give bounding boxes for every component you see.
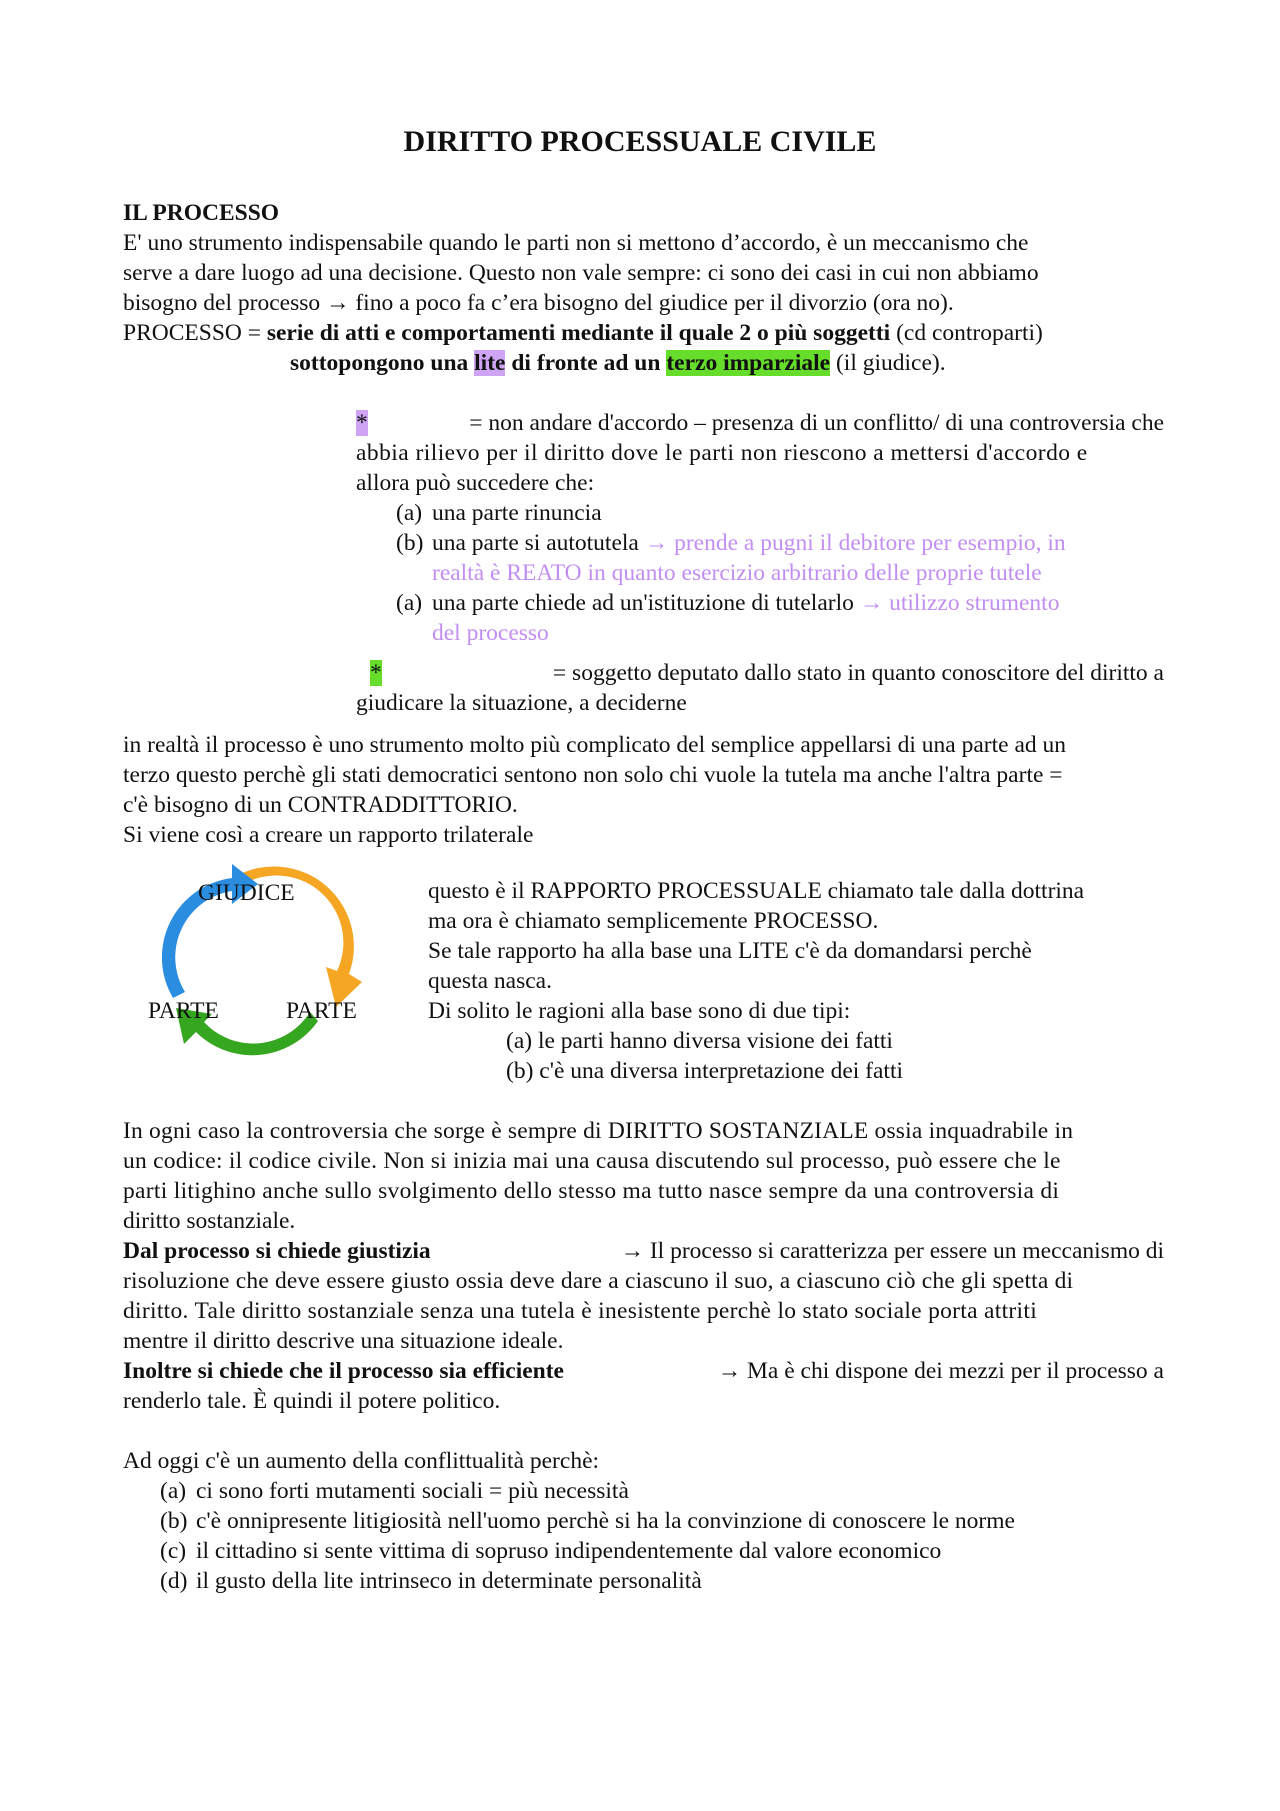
conflict-item: [160, 1536, 941, 1566]
item-number: (b): [160, 1508, 188, 1534]
conflict-item: [160, 1506, 1015, 1536]
note1-line: allora può succedere che:: [356, 470, 595, 496]
highlight-terzo-imparziale: terzo imparziale: [666, 350, 831, 376]
side-text-line: ma ora è chiamato semplicemente PROCESSO.: [428, 908, 879, 934]
definition-bold: sottopongono una: [290, 350, 475, 376]
intro-line: E' uno strumento indispensabile quando le parti non si mettono d’accordo, è un meccanismo che: [123, 230, 1029, 256]
note2-text: = soggetto deputato dallo stato in quanto conoscitore del diritto a: [547, 660, 1164, 686]
note1-item: [396, 588, 1059, 618]
paragraph-line: renderlo tale. È quindi il potere politico.: [123, 1388, 501, 1414]
paragraph-line: diritto. Tale diritto sostanziale senza una tutela è inesistente perchè lo stato sociale porta attriti: [123, 1298, 1038, 1324]
giustizia-rest: → Il processo si caratterizza per essere un meccanismo di: [614, 1238, 1164, 1264]
note-marker-green: *: [370, 660, 382, 686]
definition-term: PROCESSO =: [123, 320, 267, 346]
giustizia-line: [123, 1236, 1164, 1266]
definition-bold: di fronte ad un: [505, 350, 667, 376]
efficiente-line: [123, 1356, 1164, 1386]
paragraph-line: parti litighino anche sullo svolgimento dello stesso ma tutto nasce sempre da una controversia di: [123, 1178, 1060, 1204]
paragraph-line: un codice: il codice civile. Non si inizia mai una causa discutendo sul processo, può essere che le: [123, 1148, 1061, 1174]
definition-rest: (cd controparti): [890, 320, 1043, 346]
item-note: → prende a pugni il debitore per esempio, in: [644, 530, 1066, 556]
highlight-lite: lite: [474, 350, 506, 376]
intro-line: serve a dare luogo ad una decisione. Questo non vale sempre: ci sono dei casi in cui non abbiamo: [123, 260, 1039, 286]
item-number: (c): [160, 1538, 187, 1564]
note1-text: = non andare d'accordo – presenza di un conflitto/ di una controversia che: [463, 410, 1164, 436]
paragraph-line: diritto sostanziale.: [123, 1208, 296, 1234]
efficiente-rest: → Ma è chi dispone dei mezzi per il processo a: [711, 1358, 1164, 1384]
giustizia-bold: Dal processo si chiede giustizia: [123, 1238, 431, 1264]
item-number: (a): [160, 1478, 187, 1504]
item-text: una parte rinuncia: [432, 500, 602, 526]
definition-rest: (il giudice).: [830, 350, 946, 376]
diagram-label-parte-left: PARTE: [148, 998, 219, 1024]
item-number: (a): [396, 500, 423, 526]
paragraph-line: c'è bisogno di un CONTRADDITTORIO.: [123, 792, 518, 818]
side-text-line: questo è il RAPPORTO PROCESSUALE chiamato tale dalla dottrina: [428, 878, 1085, 904]
side-text-item: (a) le parti hanno diversa visione dei fatti: [506, 1028, 893, 1054]
item-text: il cittadino si sente vittima di sopruso indipendentemente dal valore economico: [196, 1538, 942, 1564]
note1-line: abbia rilievo per il diritto dove le parti non riescono a mettersi d'accordo e: [356, 440, 1088, 466]
paragraph-line: Si viene così a creare un rapporto trilaterale: [123, 822, 534, 848]
side-text-line: Se tale rapporto ha alla base una LITE c'è da domandarsi perchè: [428, 938, 1032, 964]
side-text-line: questa nasca.: [428, 968, 552, 994]
item-number: (a): [396, 590, 423, 616]
note2-line: giudicare la situazione, a deciderne: [356, 690, 687, 716]
side-text-item: (b) c'è una diversa interpretazione dei fatti: [506, 1058, 904, 1084]
side-text-line: Di solito le ragioni alla base sono di due tipi:: [428, 998, 851, 1024]
efficiente-bold: Inoltre si chiede che il processo sia efficiente: [123, 1358, 564, 1384]
document-title: DIRITTO PROCESSUALE CIVILE: [403, 125, 877, 158]
note1-line: [356, 408, 1164, 438]
conflict-intro: Ad oggi c'è un aumento della conflittualità perchè:: [123, 1448, 600, 1474]
definition-bold: serie di atti e comportamenti mediante il quale 2 o più soggetti: [266, 320, 891, 346]
item-text: una parte chiede ad un'istituzione di tutelarlo: [432, 590, 860, 616]
section-heading: IL PROCESSO: [123, 200, 280, 226]
paragraph-line: mentre il diritto descrive una situazione ideale.: [123, 1328, 564, 1354]
paragraph-line: risoluzione che deve essere giusto ossia deve dare a ciascuno il suo, a ciascuno ciò che gli spetta di: [123, 1268, 1074, 1294]
intro-line: bisogno del processo → fino a poco fa c’era bisogno del giudice per il divorzio (ora no).: [123, 290, 954, 316]
item-note: realtà è REATO in quanto esercizio arbitrario delle proprie tutele: [432, 560, 1042, 586]
item-text: c'è onnipresente litigiosità nell'uomo perchè si ha la convinzione di conoscere le norme: [196, 1508, 1015, 1534]
conflict-item: [160, 1476, 629, 1506]
trilateral-cycle-diagram: [140, 858, 380, 1058]
item-number: (d): [160, 1568, 188, 1594]
item-note: del processo: [432, 620, 549, 646]
diagram-label-giudice: GIUDICE: [198, 880, 295, 906]
paragraph-line: in realtà il processo è uno strumento molto più complicato del semplice appellarsi di una parte ad un: [123, 732, 1066, 758]
diagram-label-parte-right: PARTE: [286, 998, 357, 1024]
item-text: ci sono forti mutamenti sociali = più necessità: [196, 1478, 629, 1504]
definition-line-2: [290, 348, 946, 378]
note2-line: [370, 658, 1164, 688]
paragraph-line: terzo questo perchè gli stati democratici sentono non solo chi vuole la tutela ma anche l'altra parte =: [123, 762, 1063, 788]
paragraph-line: In ogni caso la controversia che sorge è sempre di DIRITTO SOSTANZIALE ossia inquadrabile in: [123, 1118, 1074, 1144]
note1-item: [396, 498, 602, 528]
note-marker-purple: *: [356, 410, 368, 436]
definition-line: [123, 318, 1043, 348]
note1-item: [396, 528, 1066, 558]
item-text: il gusto della lite intrinseco in determinate personalità: [196, 1568, 702, 1594]
item-number: (b): [396, 530, 424, 556]
item-note: → utilizzo strumento: [859, 590, 1060, 616]
conflict-item: [160, 1566, 702, 1596]
item-text: una parte si autotutela: [432, 530, 645, 556]
